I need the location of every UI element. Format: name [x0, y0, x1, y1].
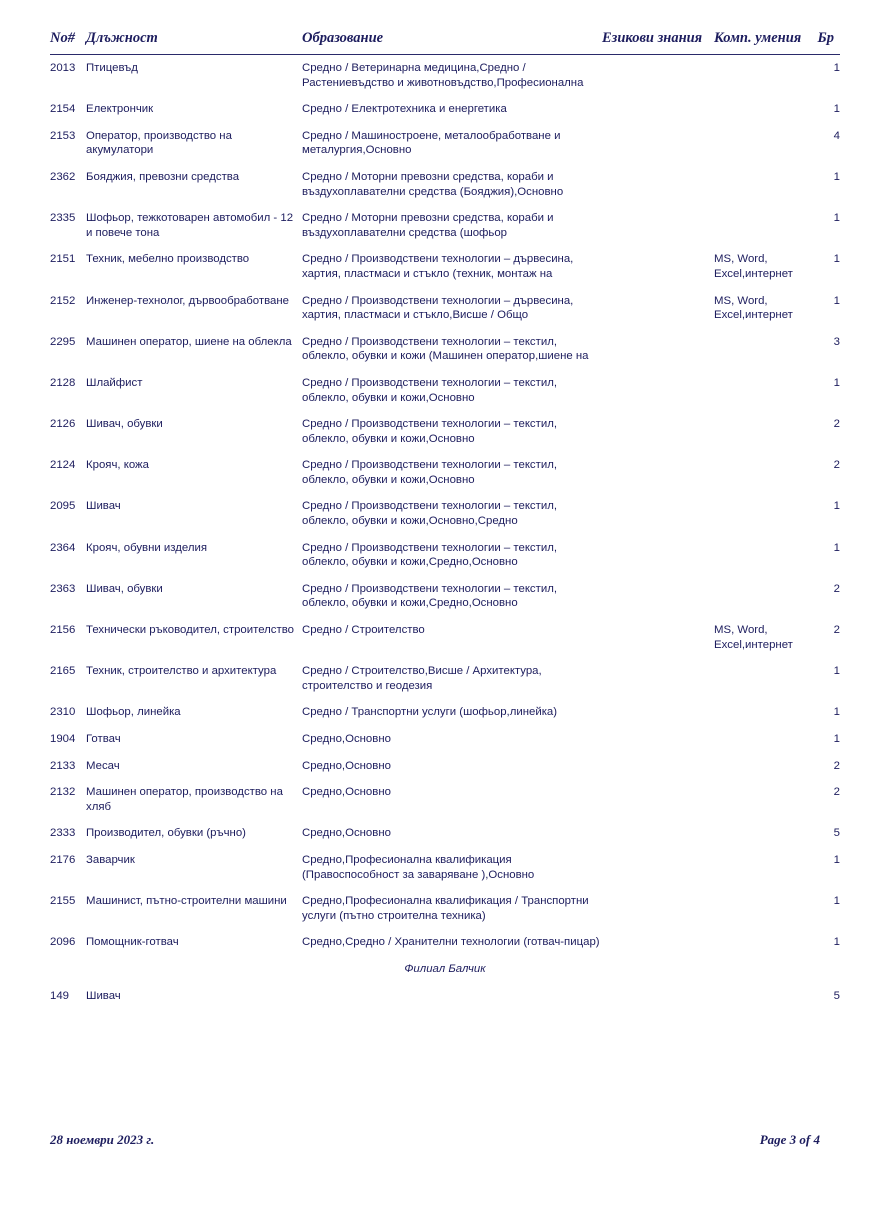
cell-position: Машинен оператор, производство на хляб	[86, 786, 283, 813]
cell-computer	[714, 164, 806, 205]
cell-count: 1	[833, 253, 840, 266]
cell-languages	[602, 96, 714, 123]
table-row	[50, 929, 840, 956]
cell-education: Средно / Производствени технологии – текстил, облекло, обувки и кожи,Основно	[302, 418, 558, 445]
cell-no: 2152	[50, 294, 76, 307]
table-row	[50, 164, 840, 205]
cell-count: 1	[833, 376, 840, 389]
cell-position: Шивач	[86, 500, 121, 513]
cell-count: 3	[833, 335, 840, 348]
cell-count: 1	[833, 294, 840, 307]
cell-education: Средно / Производствени технологии – текстил, облекло, обувки и кожи,Основно	[302, 459, 558, 486]
cell-position: Шивач, обувки	[86, 418, 163, 431]
table-row	[50, 576, 840, 617]
cell-education: Средно / Производствени технологии – текстил, облекло, обувки и кожи,Основно	[302, 376, 558, 404]
table-row	[50, 699, 840, 726]
cell-education: Средно,Основно	[302, 827, 391, 840]
table-row	[50, 411, 840, 452]
table-row	[50, 123, 840, 164]
cell-position: Оператор, производство на акумулатори	[86, 129, 232, 157]
cell-position: Машинен оператор, шиене на облекла	[86, 335, 292, 348]
cell-no: 2165	[50, 665, 76, 678]
cell-computer	[714, 726, 806, 753]
cell-no: 2156	[50, 624, 76, 637]
cell-position: Шофьор, тежкотоварен автомобил - 12 и повече тона	[86, 212, 294, 239]
cell-education: Средно / Производствени технологии – текстил, облекло, обувки и кожи,Основно,Средно	[302, 500, 558, 528]
cell-languages	[602, 452, 714, 493]
cell-no: 2096	[50, 936, 76, 949]
cell-education: Средно / Производствени технологии – текстил, облекло, обувки и кожи (Машинен оператор,шиене на	[302, 335, 589, 363]
cell-count: 2	[833, 418, 840, 431]
cell-position: Техник, строителство и архитектура	[86, 665, 277, 678]
cell-no: 2013	[50, 62, 76, 74]
cell-languages	[602, 370, 714, 411]
cell-count: 1	[833, 853, 840, 866]
cell-computer	[714, 411, 806, 452]
cell-education: Средно / Строителство	[302, 624, 425, 637]
cell-position: Техник, мебелно производство	[86, 253, 250, 266]
cell-languages	[602, 658, 714, 699]
cell-education	[302, 983, 602, 1010]
cell-position: Готвач	[86, 733, 121, 745]
cell-no: 1904	[50, 733, 76, 745]
cell-education: Средно / Електротехника и енергетика	[302, 103, 507, 116]
cell-no: 2333	[50, 827, 76, 840]
table-row	[50, 658, 840, 699]
table-row	[50, 452, 840, 493]
cell-languages	[602, 411, 714, 452]
cell-computer	[714, 493, 806, 534]
cell-computer	[714, 55, 806, 97]
column-header-count: Бр	[817, 30, 834, 46]
cell-languages	[602, 617, 714, 658]
table-row	[50, 96, 840, 123]
cell-computer	[714, 576, 806, 617]
cell-languages	[602, 123, 714, 164]
cell-languages	[602, 576, 714, 617]
cell-no: 2310	[50, 706, 76, 719]
cell-languages	[602, 164, 714, 205]
cell-education: Средно / Производствени технологии – текстил, облекло, обувки и кожи,Средно,Основно	[302, 541, 558, 569]
cell-education: Средно,Основно	[302, 759, 391, 772]
cell-count: 2	[833, 459, 840, 472]
footer-date: 28 ноември 2023 г.	[50, 1132, 155, 1147]
branch-heading-row	[50, 956, 840, 983]
cell-position: Машинист, пътно-строителни машини	[86, 895, 287, 908]
cell-count: 5	[833, 989, 840, 1002]
cell-computer: MS, Word, Excel,интернет	[714, 253, 793, 280]
cell-education: Средно,Основно	[302, 786, 391, 799]
cell-no: 2295	[50, 335, 76, 348]
cell-languages	[602, 726, 714, 753]
column-header-education: Образование	[302, 30, 384, 46]
cell-languages	[602, 329, 714, 370]
cell-no: 149	[50, 989, 70, 1002]
cell-count: 1	[833, 212, 840, 225]
branch-title: Филиал Балчик	[404, 962, 486, 975]
cell-position: Шлайфист	[86, 376, 143, 389]
cell-computer	[714, 699, 806, 726]
cell-computer	[714, 888, 806, 929]
cell-count: 2	[833, 786, 840, 799]
cell-computer	[714, 983, 806, 1010]
cell-languages	[602, 888, 714, 929]
cell-education: Средно / Моторни превозни средства, кораби и въздухоплавателни средства (шофьор	[302, 212, 554, 239]
cell-no: 2335	[50, 212, 76, 225]
table-row	[50, 370, 840, 411]
cell-languages	[602, 820, 714, 847]
cell-count: 1	[833, 170, 840, 183]
cell-position: Птицевъд	[86, 62, 138, 74]
table-row	[50, 847, 840, 888]
cell-position: Крояч, обувни изделия	[86, 541, 208, 554]
cell-position: Помощник-готвач	[86, 936, 179, 949]
cell-education: Средно,Професионална квалификация (Правоспособност за заваряване ),Основно	[302, 853, 535, 881]
cell-count: 1	[833, 103, 840, 116]
cell-no: 2151	[50, 253, 76, 266]
cell-no: 2128	[50, 376, 76, 389]
table-body	[50, 55, 840, 1010]
cell-education: Средно / Моторни превозни средства, кораби и въздухоплавателни средства (Бояджия),Основно	[302, 170, 564, 198]
cell-languages	[602, 699, 714, 726]
cell-languages	[602, 929, 714, 956]
cell-computer	[714, 452, 806, 493]
cell-position: Шивач	[86, 989, 121, 1002]
table-row	[50, 779, 840, 820]
footer-page-number: Page 3 of 4	[759, 1132, 820, 1147]
cell-count: 1	[833, 733, 840, 745]
cell-languages	[602, 779, 714, 820]
cell-education: Средно,Професионална квалификация / Транспортни услуги (пътно строителна техника)	[302, 895, 589, 922]
cell-count: 1	[833, 706, 840, 719]
table-row	[50, 329, 840, 370]
column-header-position: Длъжност	[86, 30, 158, 46]
cell-computer	[714, 779, 806, 820]
cell-no: 2364	[50, 541, 76, 554]
cell-education: Средно / Строителство,Висше / Архитектура, строителство и геодезия	[302, 665, 542, 692]
cell-position: Шивач, обувки	[86, 582, 163, 595]
cell-no: 2124	[50, 459, 76, 472]
table-row	[50, 888, 840, 929]
cell-count: 1	[833, 936, 840, 949]
cell-no: 2132	[50, 786, 76, 799]
column-header-languages: Езикови знания	[602, 30, 703, 46]
cell-languages	[602, 246, 714, 287]
cell-position: Технически ръководител, строителство	[86, 624, 294, 637]
cell-position: Производител, обувки (ръчно)	[86, 827, 246, 840]
column-header-no: No#	[50, 30, 75, 46]
cell-computer	[714, 96, 806, 123]
cell-no: 2154	[50, 103, 76, 116]
cell-count: 5	[833, 827, 840, 840]
table-row	[50, 983, 840, 1010]
cell-computer	[714, 820, 806, 847]
cell-computer	[714, 847, 806, 888]
cell-no: 2362	[50, 170, 76, 183]
table-row	[50, 288, 840, 329]
cell-count: 1	[833, 62, 840, 74]
table-row	[50, 820, 840, 847]
cell-count: 1	[833, 665, 840, 678]
cell-no: 2126	[50, 418, 76, 431]
table-row	[50, 535, 840, 576]
cell-position: Крояч, кожа	[86, 459, 150, 472]
cell-education: Средно / Производствени технологии – дървесина, хартия, пластмаси и стъкло (техник, монтаж на	[302, 253, 574, 280]
cell-computer	[714, 929, 806, 956]
cell-computer	[714, 205, 806, 246]
cell-no: 2176	[50, 853, 76, 866]
cell-computer: MS, Word, Excel,интернет	[714, 624, 793, 651]
cell-languages	[602, 205, 714, 246]
cell-computer	[714, 329, 806, 370]
cell-computer	[714, 753, 806, 780]
cell-education: Средно,Основно	[302, 733, 391, 745]
cell-no: 2155	[50, 895, 76, 908]
cell-position: Инженер-технолог, дървообработване	[86, 294, 289, 307]
cell-computer	[714, 535, 806, 576]
cell-count: 1	[833, 541, 840, 554]
cell-education: Средно / Машиностроене, металообработване и металургия,Основно	[302, 129, 561, 157]
cell-languages	[602, 983, 714, 1010]
cell-position: Бояджия, превозни средства	[86, 170, 240, 183]
cell-count: 2	[833, 582, 840, 595]
cell-education: Средно / Ветеринарна медицина,Средно / Растениевъдство и животновъдство,Професионална	[302, 62, 584, 89]
cell-education: Средно,Средно / Хранителни технологии (готвач-пицар)	[302, 936, 600, 949]
cell-count: 2	[833, 759, 840, 772]
table-row	[50, 617, 840, 658]
cell-count: 2	[833, 624, 840, 637]
cell-education: Средно / Транспортни услуги (шофьор,линейка)	[302, 706, 558, 719]
column-header-computer: Комп. умения	[714, 30, 802, 46]
cell-count: 1	[833, 895, 840, 908]
cell-no: 2133	[50, 759, 76, 772]
table-row	[50, 493, 840, 534]
cell-languages	[602, 847, 714, 888]
cell-languages	[602, 493, 714, 534]
cell-position: Шофьор, линейка	[86, 706, 181, 719]
table-row	[50, 753, 840, 780]
cell-languages	[602, 535, 714, 576]
cell-computer	[714, 658, 806, 699]
table-row	[50, 205, 840, 246]
cell-education: Средно / Производствени технологии – текстил, облекло, обувки и кожи,Средно,Основно	[302, 582, 558, 610]
table-row	[50, 55, 840, 97]
cell-languages	[602, 288, 714, 329]
cell-count: 1	[833, 500, 840, 513]
vacancies-table	[50, 30, 840, 1009]
table-row	[50, 246, 840, 287]
cell-languages	[602, 55, 714, 97]
cell-count: 4	[833, 129, 840, 142]
cell-computer: MS, Word, Excel,интернет	[714, 294, 793, 322]
cell-computer	[714, 123, 806, 164]
cell-position: Месач	[86, 759, 120, 772]
cell-education: Средно / Производствени технологии – дървесина, хартия, пластмаси и стъкло,Висше / Общо	[302, 294, 574, 322]
table-header	[50, 30, 840, 55]
table-row	[50, 726, 840, 753]
cell-no: 2363	[50, 582, 76, 595]
cell-no: 2153	[50, 129, 76, 142]
cell-position: Електрончик	[86, 103, 154, 116]
page-footer	[50, 1132, 820, 1148]
cell-no: 2095	[50, 500, 76, 513]
cell-computer	[714, 370, 806, 411]
cell-position: Заварчик	[86, 853, 135, 866]
cell-languages	[602, 753, 714, 780]
